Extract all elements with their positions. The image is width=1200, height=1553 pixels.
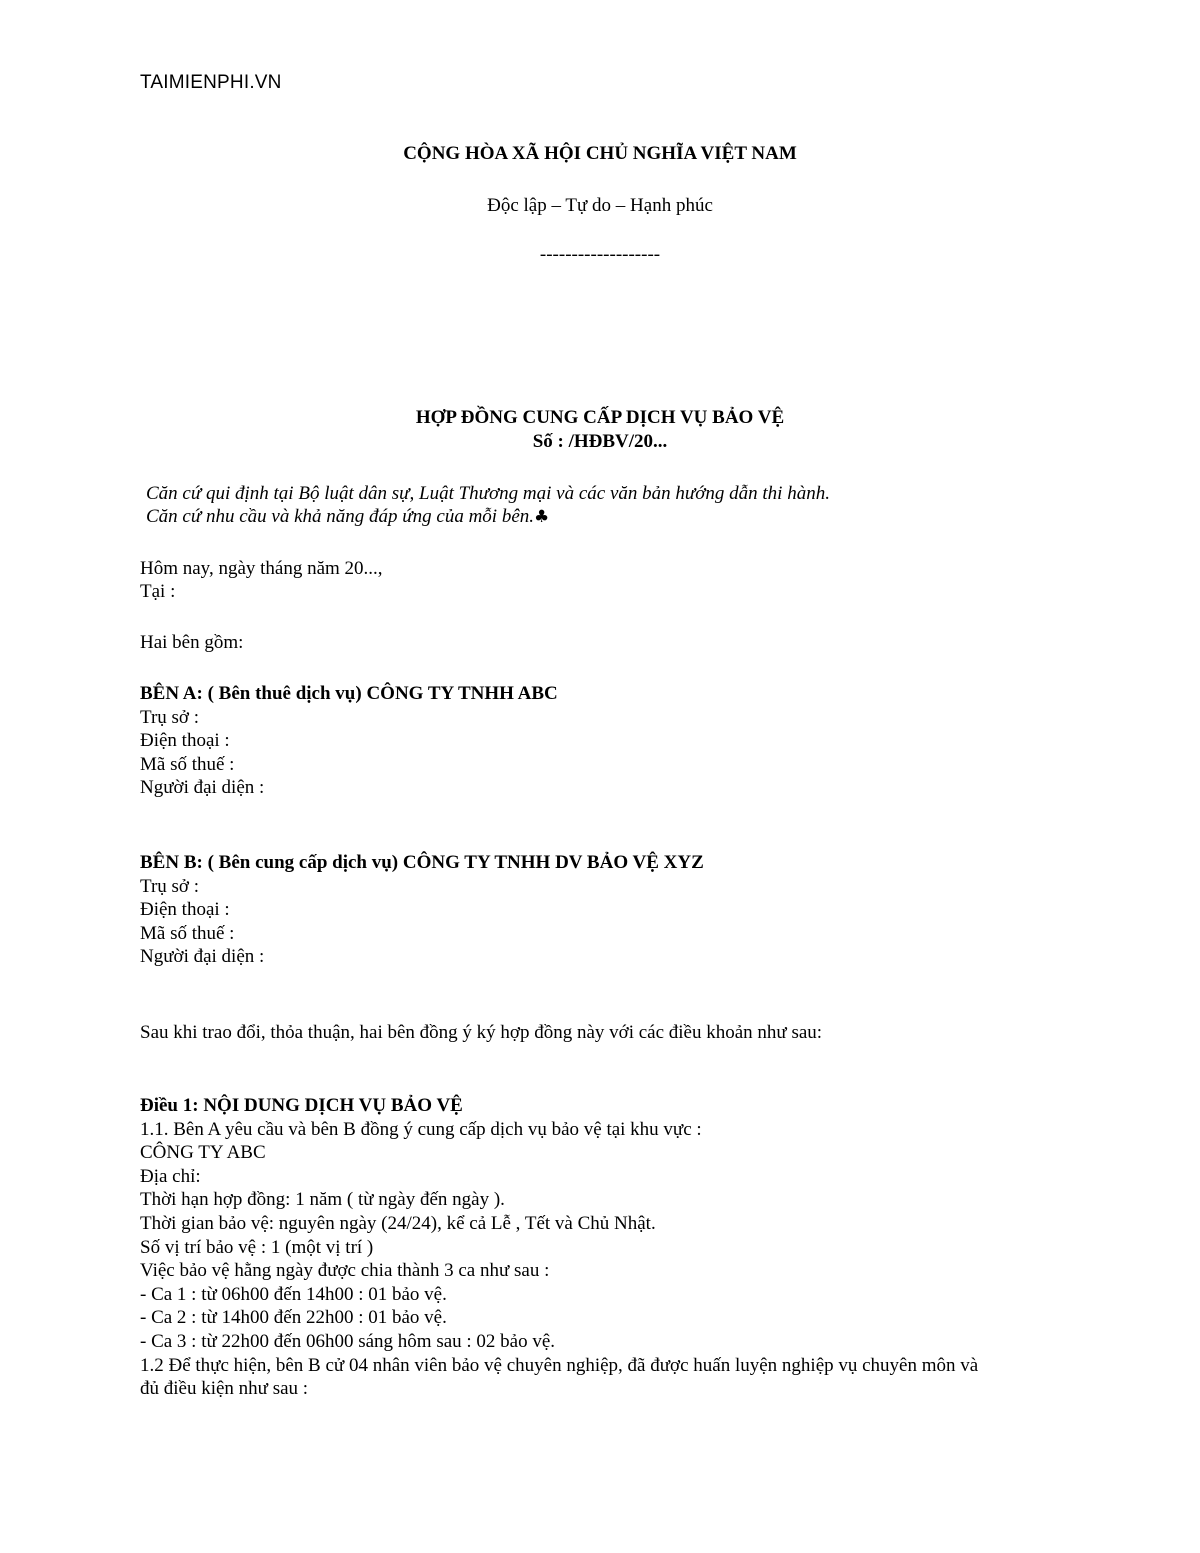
article-1-line: 1.1. Bên A yêu cầu và bên B đồng ý cung cấp dịch vụ bảo vệ tại khu vực : [140,1118,702,1140]
country-header: CỘNG HÒA XÃ HỘI CHỦ NGHĨA VIỆT NAM [403,143,797,164]
article-1-line: 1.2 Để thực hiện, bên B cử 04 nhân viên bảo vệ chuyên nghiệp, đã được huấn luyện nghiệp vụ chuyên môn và [140,1354,979,1376]
article-1-line: Việc bảo vệ hằng ngày được chia thành 3 ca như sau : [140,1260,550,1282]
party-b-heading: BÊN B: ( Bên cung cấp dịch vụ) CÔNG TY TNHH DV BẢO VỆ XYZ [140,852,704,873]
party-b-address: Trụ sở : [140,875,199,897]
article-1-line: Thời gian bảo vệ: nguyên ngày (24/24), kể cả Lễ , Tết và Chủ Nhật. [140,1212,656,1234]
club-icon: ♣ [534,507,550,527]
basis-line-1: Căn cứ qui định tại Bộ luật dân sự, Luật Thương mại và các văn bản hướng dẫn thi hành. [146,483,830,504]
article-1-line: - Ca 2 : từ 14h00 đến 22h00 : 01 bảo vệ. [140,1307,447,1329]
party-a-phone: Điện thoại : [140,730,230,752]
article-1-heading: Điều 1: NỘI DUNG DỊCH VỤ BẢO VỆ [140,1095,463,1116]
article-1-line: Số vị trí bảo vệ : 1 (một vị trí ) [140,1236,374,1258]
parties-intro: Hai bên gồm: [140,632,244,653]
article-1-line: - Ca 1 : từ 06h00 đến 14h00 : 01 bảo vệ. [140,1283,447,1305]
party-b-section [140,851,1060,969]
agreement-line: Sau khi trao đổi, thỏa thuận, hai bên đồng ý ký hợp đồng này với các điều khoản như sau: [140,1022,823,1043]
party-b-tax-code: Mã số thuế : [140,922,235,944]
contract-number: Số : /HĐBV/20... [532,431,668,452]
motto: Độc lập – Tự do – Hạnh phúc [487,195,713,216]
party-a-section [140,682,1060,800]
party-a-address: Trụ sở : [140,706,199,728]
party-a-tax-code: Mã số thuế : [140,753,235,775]
party-a-representative: Người đại diện : [140,777,265,799]
article-1-line: - Ca 3 : từ 22h00 đến 06h00 sáng hôm sau : 02 bảo vệ. [140,1330,556,1352]
date-line: Hôm nay, ngày tháng năm 20..., [140,558,383,579]
basis-line-2 [146,505,549,529]
contract-title: HỢP ĐỒNG CUNG CẤP DỊCH VỤ BẢO VỆ [415,407,785,428]
article-1-line: Địa chỉ: [140,1165,201,1187]
party-b-phone: Điện thoại : [140,899,230,921]
basis-line-2-text: Căn cứ nhu cầu và khả năng đáp ứng của mỗi bên. [146,506,534,527]
header-separator: ------------------- [539,244,661,265]
article-1-line: CÔNG TY ABC [140,1142,266,1164]
article-1-section [140,1094,1060,1401]
article-1-line: Thời hạn hợp đồng: 1 năm ( từ ngày đến ngày ). [140,1189,505,1211]
article-1-line: đủ điều kiện như sau : [140,1378,309,1400]
place-line: Tại : [140,581,176,602]
party-b-representative: Người đại diện : [140,946,265,968]
watermark: TAIMIENPHI.VN [140,72,282,93]
party-a-heading: BÊN A: ( Bên thuê dịch vụ) CÔNG TY TNHH ABC [140,683,558,704]
